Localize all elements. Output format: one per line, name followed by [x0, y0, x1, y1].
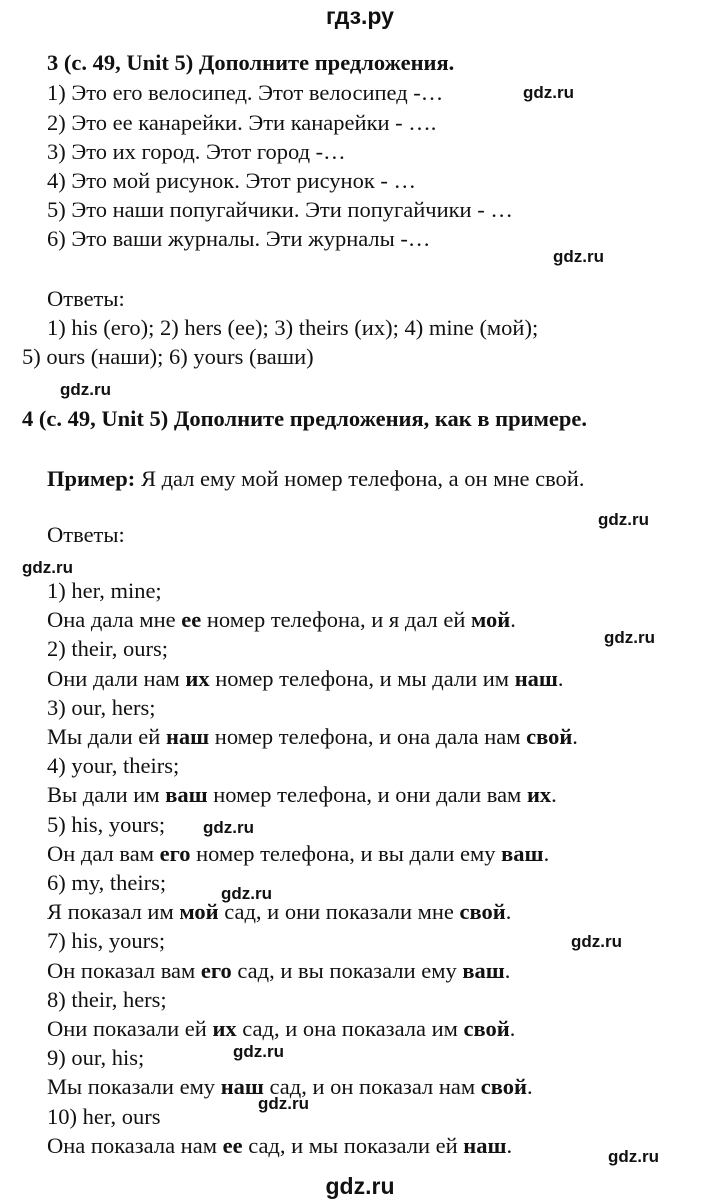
- page-header: гдз.ру: [326, 3, 394, 29]
- answer-key: 9) our, his;: [47, 1045, 145, 1071]
- answer-text: .: [572, 724, 578, 749]
- answer-sentence: [47, 841, 549, 867]
- answer-text: .: [551, 782, 557, 808]
- watermark: gdz.ru: [203, 818, 254, 837]
- watermark: gdz.ru: [60, 380, 111, 399]
- answer-text: номер телефона, и я дал ей: [201, 607, 472, 633]
- exercise-3-title: 3 (с. 49, Unit 5) Дополните предложения.: [47, 50, 455, 75]
- exercise-4-title: 4 (с. 49, Unit 5) Дополните предложения, как в примере.: [22, 406, 588, 431]
- watermark: gdz.ru: [22, 558, 73, 577]
- exercise-3-item-5: 5) Это наши попугайчики. Эти попугайчики - …: [47, 197, 513, 222]
- answer-text: номер телефона, и они дали вам: [207, 782, 527, 808]
- exercise-3-answers-line-2: 5) ours (наши); 6) yours (ваши): [22, 344, 314, 369]
- answer-sentence: [47, 958, 510, 984]
- answer-pronoun: ее: [181, 607, 202, 633]
- answer-text: номер телефона, и мы дали им: [209, 665, 515, 691]
- answer-text: .: [509, 1016, 516, 1041]
- exercise-3-item-6: 6) Это ваши журналы. Эти журналы -…: [47, 226, 431, 251]
- answer-sentence: [47, 666, 564, 692]
- answer-key: 4) your, theirs;: [47, 753, 180, 779]
- answer-text: номер телефона, и вы дали ему: [190, 840, 502, 866]
- answer-text: .: [557, 665, 564, 691]
- answer-text: .: [504, 957, 511, 983]
- watermark: gdz.ru: [221, 884, 272, 903]
- answer-pronoun: мой: [179, 899, 219, 925]
- answer-sentence: [47, 607, 516, 633]
- answer-text: сад, и вы показали ему: [231, 957, 463, 983]
- answer-pronoun: ее: [222, 1132, 243, 1158]
- answer-text: .: [510, 607, 516, 633]
- answer-text: .: [506, 1132, 513, 1158]
- exercise-3-answers-line-1: 1) his (его); 2) hers (ее); 3) theirs (их); 4) mine (мой);: [47, 315, 539, 340]
- answer-text: сад, и мы показали ей: [242, 1132, 464, 1158]
- answer-key: 8) their, hers;: [47, 986, 167, 1012]
- answer-text: Мы показали ему: [47, 1074, 221, 1100]
- answer-pronoun: наш: [220, 1074, 264, 1100]
- exercise-3-item-4: 4) Это мой рисунок. Этот рисунок - …: [47, 168, 416, 193]
- answer-pronoun: наш: [463, 1132, 507, 1158]
- answer-key: 2) their, ours;: [47, 636, 168, 662]
- answer-key: 1) her, mine;: [47, 578, 162, 603]
- answer-sentence: [47, 899, 511, 925]
- answer-text: Он показал вам: [47, 957, 201, 983]
- answer-pronoun: свой: [480, 1074, 527, 1100]
- answer-sentence: [47, 1133, 512, 1159]
- answer-text: Мы дали ей: [47, 724, 166, 749]
- exercise-4-answers-label: Ответы:: [47, 522, 125, 547]
- exercise-3-answers-label: Ответы:: [47, 286, 125, 311]
- page-footer: gdz.ru: [325, 1173, 395, 1199]
- answer-text: Вы дали им: [47, 782, 166, 808]
- watermark: gdz.ru: [604, 628, 655, 647]
- answer-pronoun: их: [185, 665, 210, 691]
- answer-text: Они дали нам: [47, 665, 186, 691]
- answer-key: 7) his, yours;: [47, 928, 166, 954]
- watermark: gdz.ru: [523, 83, 574, 102]
- answer-text: Они показали ей: [47, 1016, 213, 1041]
- answer-text: .: [505, 899, 512, 925]
- exercise-3-item-3: 3) Это их город. Этот город -…: [47, 139, 346, 164]
- answer-text: сад, и она показала им: [236, 1016, 464, 1041]
- answer-text: сад, и они показали мне: [218, 899, 460, 925]
- watermark: gdz.ru: [258, 1094, 309, 1113]
- answer-pronoun: его: [200, 957, 232, 983]
- answer-pronoun: свой: [459, 899, 506, 925]
- answer-pronoun: свой: [526, 724, 573, 749]
- answer-pronoun: его: [159, 840, 191, 866]
- answer-pronoun: наш: [165, 724, 210, 749]
- answer-pronoun: ваш: [462, 957, 505, 983]
- answer-key: 3) our, hers;: [47, 694, 156, 720]
- watermark: gdz.ru: [608, 1147, 659, 1166]
- answer-text: Она дала мне: [47, 607, 182, 633]
- answer-pronoun: их: [526, 782, 552, 808]
- answer-key: 5) his, yours;: [47, 811, 166, 837]
- example-label: Пример:: [47, 466, 136, 491]
- answer-pronoun: свой: [463, 1016, 510, 1041]
- answer-sentence: [47, 724, 578, 750]
- answer-pronoun: ваш: [501, 840, 544, 866]
- answer-text: Он дал вам: [47, 840, 160, 866]
- answer-sentence: [47, 782, 557, 808]
- exercise-3-item-2: 2) Это ее канарейки. Эти канарейки - ….: [47, 110, 437, 135]
- exercise-4-example: [47, 466, 584, 492]
- answer-text: номер телефона, и она дала нам: [209, 724, 527, 749]
- answer-pronoun: ваш: [165, 782, 208, 808]
- answer-text: Я показал им: [47, 899, 180, 925]
- answer-key: 10) her, ours: [47, 1103, 161, 1129]
- exercise-3-item-1: 1) Это его велосипед. Этот велосипед -…: [47, 80, 444, 105]
- answer-sentence: [47, 1016, 515, 1042]
- watermark: gdz.ru: [553, 247, 604, 266]
- watermark: gdz.ru: [571, 932, 622, 951]
- answer-text: сад, и он показал нам: [263, 1074, 481, 1100]
- answer-pronoun: мой: [471, 607, 511, 633]
- example-text: Я дал ему мой номер телефона, а он мне свой.: [135, 466, 585, 491]
- answer-text: .: [543, 840, 550, 866]
- answer-pronoun: наш: [514, 665, 558, 691]
- answer-pronoun: их: [212, 1016, 237, 1041]
- answer-text: .: [526, 1074, 533, 1100]
- watermark: gdz.ru: [233, 1042, 284, 1061]
- watermark: gdz.ru: [598, 510, 649, 529]
- answer-text: Она показала нам: [47, 1132, 223, 1158]
- answer-key: 6) my, theirs;: [47, 870, 167, 895]
